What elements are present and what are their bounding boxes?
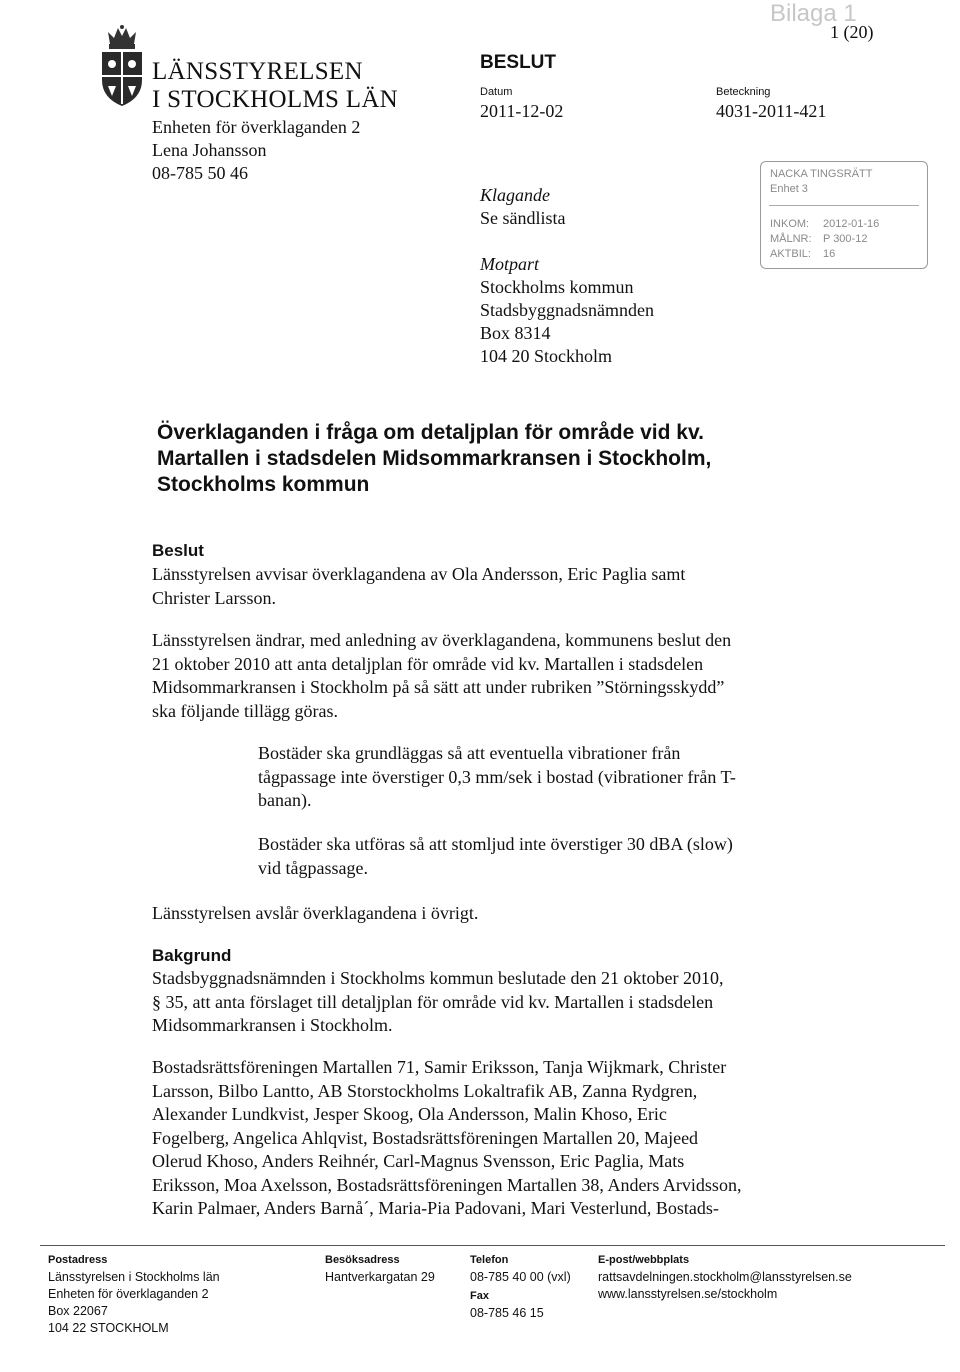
telefon-label: Telefon [470, 1254, 509, 1266]
text-line: banan). [258, 790, 312, 810]
text-line: Länsstyrelsen ändrar, med anledning av överklagandena, kommunens beslut den [152, 630, 732, 650]
coat-of-arms-logo [96, 24, 148, 108]
footer-telefon [470, 1252, 571, 1322]
motpart-line: 104 20 Stockholm [480, 346, 613, 366]
org-name-line1: LÄNSSTYRELSEN [152, 58, 363, 85]
date-value: 2011-12-02 [480, 101, 564, 121]
footer-contact [598, 1252, 852, 1303]
fax-value: 08-785 46 15 [470, 1306, 544, 1320]
footer-postadress [48, 1252, 220, 1337]
text-line: Fogelberg, Angelica Ahlqvist, Bostadsrättsföreningen Martallen 20, Majeed [152, 1127, 699, 1148]
org-name-line2: I STOCKHOLMS LÄN [152, 86, 399, 113]
sender-info [152, 116, 360, 185]
stamp-aktbil-label: AKTBIL: [770, 248, 811, 260]
motpart-line: Stockholms kommun [480, 277, 634, 297]
stamp-unit: Enhet 3 [770, 183, 808, 195]
stamp-inkom-label: INKOM: [770, 218, 810, 230]
stamp-aktbil-value: 16 [823, 248, 836, 260]
sender-person: Lena Johansson [152, 140, 267, 160]
besoksadress-value: Hantverkargatan 29 [325, 1270, 435, 1284]
document-title [157, 420, 797, 498]
stamp-malnr-label: MÅLNR: [770, 233, 812, 245]
org-name [152, 58, 398, 114]
title-line: Överklaganden i fråga om detaljplan för område vid kv. [157, 421, 704, 444]
footer-divider [40, 1245, 945, 1246]
text-line: Bostadsrättsföreningen Martallen 71, Samir Eriksson, Tanja Wijkmark, Christer [152, 1057, 727, 1077]
reference-value: 4031-2011-421 [716, 101, 827, 121]
motpart-line: Box 8314 [480, 323, 551, 343]
fax-label: Fax [470, 1290, 489, 1302]
postadress-line: 104 22 STOCKHOLM [48, 1321, 169, 1335]
postadress-label: Postadress [48, 1254, 108, 1266]
text-line: Bostäder ska grundläggas så att eventuella vibrationer från [258, 743, 681, 763]
footer-besoksadress [325, 1252, 435, 1286]
text-line: § 35, att anta förslaget till detaljplan för område vid kv. Martallen i stadsdelen [152, 991, 714, 1012]
text-line: Midsommarkransen i Stockholm på så sätt att under rubriken ”Störningsskydd” [152, 677, 725, 697]
bakgrund-paragraph-1 [152, 967, 723, 1038]
stamp-divider [769, 205, 919, 206]
text-line: Bostäder ska utföras så att stomljud inte överstiger 30 dBA (slow) [258, 834, 733, 854]
reference-label: Beteckning [716, 86, 771, 98]
klagande-block [480, 184, 566, 230]
sender-unit: Enheten för överklaganden 2 [152, 117, 361, 137]
email-link[interactable]: rattsavdelningen.stockholm@lansstyrelsen.se [598, 1270, 852, 1284]
title-line: Stockholms kommun [157, 473, 370, 496]
postadress-line: Box 22067 [48, 1304, 108, 1318]
klagande-value: Se sändlista [480, 208, 566, 228]
text-line: tågpassage inte överstiger 0,3 mm/sek i bostad (vibrationer från T- [258, 766, 736, 787]
date-label: Datum [480, 86, 513, 98]
motpart-block [480, 253, 654, 368]
telefon-value: 08-785 40 00 (vxl) [470, 1270, 571, 1284]
text-line: Länsstyrelsen avvisar överklagandena av Ola Andersson, Eric Paglia samt [152, 564, 686, 584]
beslut-paragraph-2 [152, 629, 731, 723]
text-line: 21 oktober 2010 att anta detaljplan för område vid kv. Martallen i stadsdelen [152, 653, 704, 674]
beslut-quote-1 [258, 742, 736, 813]
beslut-paragraph-3: Länsstyrelsen avslår överklagandena i övrigt. [152, 903, 479, 923]
web-label: E-post/webbplats [598, 1254, 690, 1266]
text-line: Stadsbyggnadsnämnden i Stockholms kommun beslutade den 21 oktober 2010, [152, 968, 724, 988]
beslut-paragraph-1 [152, 563, 685, 610]
besoksadress-label: Besöksadress [325, 1254, 400, 1266]
text-line: vid tågpassage. [258, 857, 368, 878]
text-line: Eriksson, Moa Axelsson, Bostadsrättsföreningen Martallen 38, Anders Arvidsson, [152, 1174, 742, 1195]
page-number: 1 (20) [830, 22, 874, 42]
klagande-label: Klagande [480, 185, 550, 205]
title-line: Martallen i stadsdelen Midsommarkransen i Stockholm, [157, 447, 712, 470]
beslut-heading: Beslut [152, 541, 204, 560]
sender-phone: 08-785 50 46 [152, 163, 248, 183]
document-type: BESLUT [480, 52, 556, 73]
text-line: ska följande tillägg göras. [152, 700, 338, 721]
court-stamp [760, 161, 928, 269]
postadress-line: Enheten för överklaganden 2 [48, 1287, 209, 1301]
motpart-line: Stadsbyggnadsnämnden [480, 300, 654, 320]
text-line: Olerud Khoso, Anders Reihnér, Carl-Magnus Svensson, Eric Paglia, Mats [152, 1151, 685, 1171]
text-line: Alexander Lundkvist, Jesper Skoog, Ola Andersson, Malin Khoso, Eric [152, 1104, 667, 1124]
bakgrund-heading: Bakgrund [152, 946, 232, 965]
stamp-malnr-value: P 300-12 [823, 233, 868, 245]
stamp-court: NACKA TINGSRÄTT [770, 168, 873, 180]
postadress-line: Länsstyrelsen i Stockholms län [48, 1270, 220, 1284]
text-line: Midsommarkransen i Stockholm. [152, 1015, 393, 1035]
stamp-inkom-value: 2012-01-16 [823, 218, 880, 230]
attachment-label: Bilaga 1 [770, 0, 857, 27]
motpart-label: Motpart [480, 254, 540, 274]
text-line: Christer Larsson. [152, 587, 276, 608]
text-line: Larsson, Bilbo Lantto, AB Storstockholms Lokaltrafik AB, Zanna Rydgren, [152, 1080, 698, 1101]
text-line: Karin Palmaer, Anders Barnå´, Maria-Pia Padovani, Mari Vesterlund, Bostads- [152, 1198, 719, 1218]
beslut-quote-2 [258, 833, 733, 880]
website-link[interactable]: www.lansstyrelsen.se/stockholm [598, 1287, 778, 1301]
bakgrund-paragraph-2 [152, 1056, 741, 1221]
